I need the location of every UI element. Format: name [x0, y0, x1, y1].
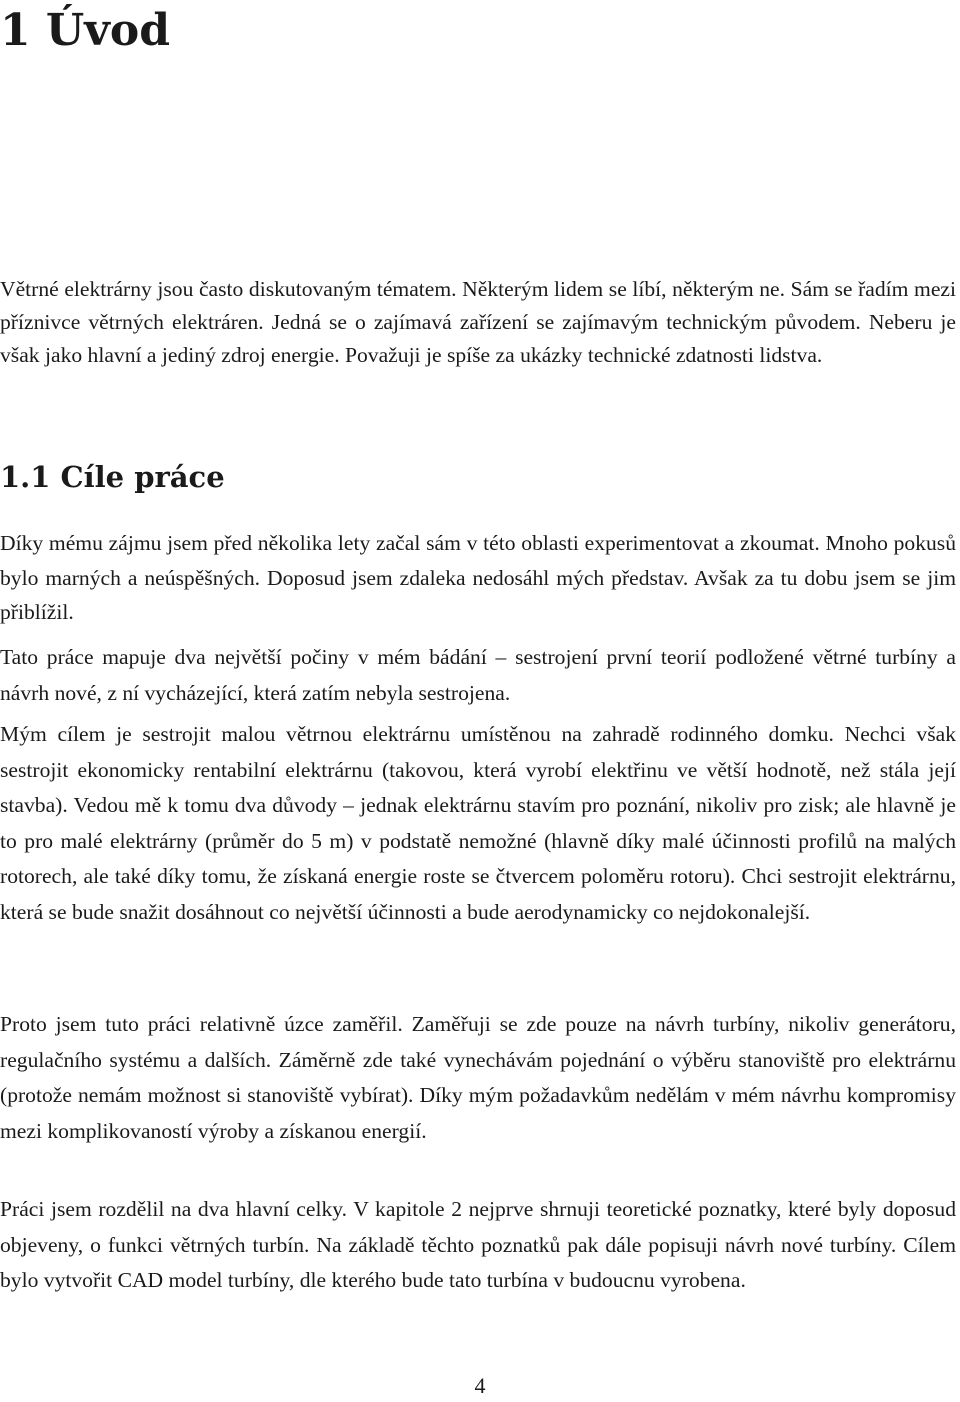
section-paragraph-4: Proto jsem tuto práci relativně úzce zaměřil. Zaměřuji se zde pouze na návrh turbíny, nikoliv generátoru, regulačního systému a dalších. Záměrně zde také vynechávám pojednání o výběru stanoviště pro elektrárnu (protože nemám možnost si stanoviště vybírat). Díky mým požadavkům nedělám v mém návrhu kompromisy mezi komplikovaností výroby a získanou energií.	[0, 1012, 956, 1143]
section-paragraph-3: Mým cílem je sestrojit malou větrnou elektrárnu umístěnou na zahradě rodinného domku. Nechci však sestrojit ekonomicky rentabilní elektrárnu (takovou, která vyrobí elektřinu ve větší hodnotě, než stála její stavba). Vedou mě k tomu dva důvody – jednak elektrárnu stavím pro poznání, nikoliv pro zisk; ale hlavně je to pro malé elektrárny (průměr do 5 m) v podstatě nemožné (hlavně díky malé účinnosti profilů na malých rotorech, ale také díky tomu, že získaná energie roste se čtvercem poloměru rotoru). Chci sestrojit elektrárnu, která se bude snažit dosáhnout co největší účinnosti a bude aerodynamicky co nejdokonalejší.	[0, 722, 956, 924]
chapter-title: 1 Úvod	[0, 5, 170, 56]
page-number: 4	[474, 1373, 486, 1398]
section-paragraph-1: Díky mému zájmu jsem před několika lety začal sám v této oblasti experimentovat a zkoumat. Mnoho pokusů bylo marných a neúspěšných. Doposud jsem zdaleka nedosáhl mých představ. Avšak za tu dobu jsem se jim přiblížil.	[0, 531, 956, 624]
section-paragraph-5: Práci jsem rozdělil na dva hlavní celky. V kapitole 2 nejprve shrnuji teoretické poznatky, které byly doposud objeveny, o funkci větrných turbín. Na základě těchto poznatků pak dále popisuji návrh nové turbíny. Cílem bylo vytvořit CAD model turbíny, dle kterého bude tato turbína v budoucnu vyrobena.	[0, 1197, 956, 1292]
section-title: 1.1 Cíle práce	[0, 460, 225, 494]
intro-paragraph: Větrné elektrárny jsou často diskutovaným tématem. Některým lidem se líbí, některým ne. Sám se řadím mezi příznivce větrných elektráren. Jedná se o zajímavá zařízení se zajímavým technickým původem. Neberu je však jako hlavní a jediný zdroj energie. Považuji je spíše za ukázky technické zdatnosti lidstva.	[0, 277, 956, 367]
section-paragraph-2: Tato práce mapuje dva největší počiny v mém bádání – sestrojení první teorií podložené větrné turbíny a návrh nové, z ní vycházející, která zatím nebyla sestrojena.	[0, 645, 956, 705]
